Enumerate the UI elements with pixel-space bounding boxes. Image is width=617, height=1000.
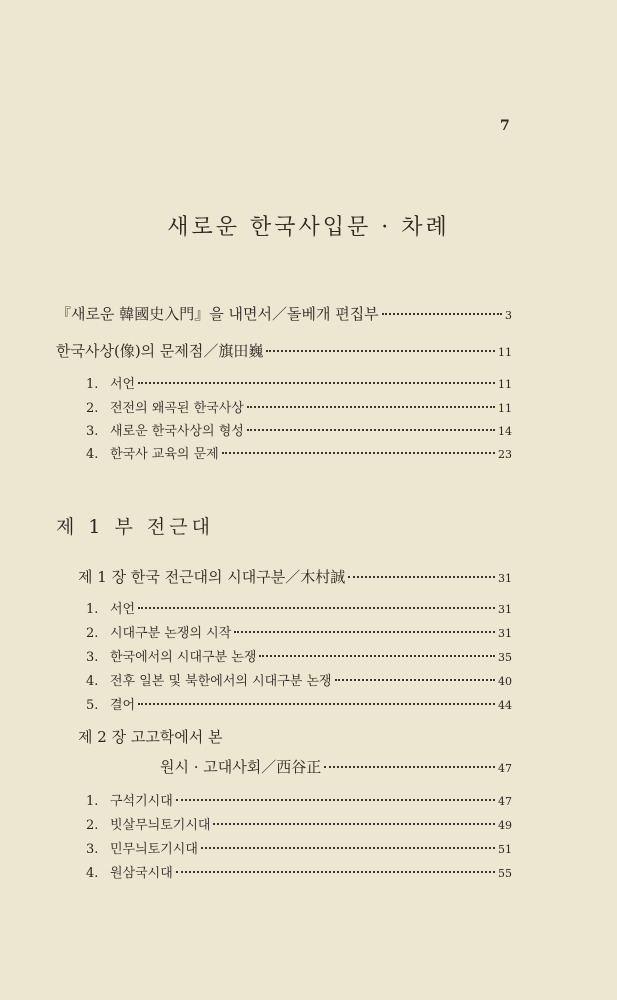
toc-subentry-label: 4. 전후 일본 및 북한에서의 시대구분 논쟁 [86, 674, 332, 689]
chapter-title-continued: 원시 · 고대사회／西谷正 [160, 758, 322, 776]
toc-page-number: 11 [498, 378, 512, 391]
toc-subentry-label: 2. 시대구분 논쟁의 시작 [86, 626, 232, 641]
toc-subentry[interactable] [86, 814, 512, 833]
toc-subentry[interactable] [86, 646, 512, 665]
dot-leader [213, 823, 495, 825]
dot-leader [222, 452, 495, 454]
toc-page-number: 11 [498, 402, 512, 415]
toc-subentry-label: 3. 새로운 한국사상의 형성 [86, 424, 244, 439]
toc-page-number: 51 [498, 843, 512, 856]
toc-entry-label: 『새로운 韓國史入門』을 내면서／돌베개 편집부 [56, 305, 379, 323]
toc-entry-label: 한국사상(像)의 문제점／旗田巍 [56, 342, 264, 360]
toc-subentry[interactable] [86, 862, 512, 881]
dot-leader [138, 703, 495, 705]
toc-subentry[interactable] [86, 598, 512, 617]
toc-subentry-label: 3. 한국에서의 시대구분 논쟁 [86, 650, 257, 665]
part-heading: 제 1 부 전근대 [56, 516, 214, 538]
toc-subentry[interactable] [86, 443, 512, 462]
dot-leader [382, 313, 502, 315]
toc-page-number: 31 [498, 627, 512, 640]
toc-subentry-label: 2. 전전의 왜곡된 한국사상 [86, 401, 244, 416]
toc-page-number: 40 [498, 675, 512, 688]
toc-page-number: 44 [498, 699, 512, 712]
toc-entry-preface[interactable] [56, 303, 512, 324]
toc-subentry-label: 5. 결어 [86, 698, 136, 713]
dot-leader [176, 799, 495, 801]
dot-leader [348, 576, 495, 578]
dot-leader [247, 429, 495, 431]
toc-page-number: 49 [498, 819, 512, 832]
contents-title: 새로운 한국사입문 · 차례 [167, 215, 450, 240]
page-number: 7 [500, 118, 510, 134]
toc-page-number: 14 [498, 425, 512, 438]
dot-leader [138, 382, 495, 384]
dot-leader [247, 406, 495, 408]
toc-page-number: 11 [498, 346, 512, 359]
dot-leader [138, 607, 495, 609]
dot-leader [266, 350, 495, 352]
toc-subentry[interactable] [86, 420, 512, 439]
toc-subentry-label: 2. 빗살무늬토기시대 [86, 818, 211, 833]
toc-subentry[interactable] [86, 790, 512, 809]
toc-subentry-label: 1. 서언 [86, 377, 136, 392]
toc-subentry-label: 1. 서언 [86, 602, 136, 617]
toc-entry-chapter-2[interactable] [160, 756, 512, 777]
dot-leader [324, 766, 495, 768]
toc-page-number: 47 [498, 795, 512, 808]
dot-leader [176, 871, 495, 873]
toc-subentry-label: 4. 한국사 교육의 문제 [86, 447, 219, 462]
dot-leader [259, 655, 495, 657]
toc-subentry[interactable] [86, 838, 512, 857]
dot-leader [201, 847, 495, 849]
toc-page-number: 47 [498, 762, 512, 775]
toc-subentry[interactable] [86, 373, 512, 392]
toc-page-number: 23 [498, 448, 512, 461]
dot-leader [335, 679, 495, 681]
chapter-title[interactable]: 제 2 장 고고학에서 본 [78, 728, 223, 746]
toc-subentry[interactable] [86, 622, 512, 641]
toc-subentry[interactable] [86, 670, 512, 689]
toc-page-number: 3 [505, 309, 512, 322]
toc-subentry[interactable] [86, 694, 512, 713]
toc-entry-essay[interactable] [56, 340, 512, 361]
toc-subentry-label: 3. 민무늬토기시대 [86, 842, 198, 857]
dot-leader [234, 631, 495, 633]
toc-page-number: 55 [498, 867, 512, 880]
toc-subentry[interactable] [86, 397, 512, 416]
toc-page-number: 31 [498, 572, 512, 585]
toc-page-number: 31 [498, 603, 512, 616]
toc-subentry-label: 4. 원삼국시대 [86, 866, 173, 881]
toc-subentry-label: 1. 구석기시대 [86, 794, 173, 809]
chapter-title: 제 1 장 한국 전근대의 시대구분／木村誠 [78, 568, 346, 586]
toc-page-number: 35 [498, 651, 512, 664]
toc-entry-chapter-1[interactable] [78, 566, 512, 587]
